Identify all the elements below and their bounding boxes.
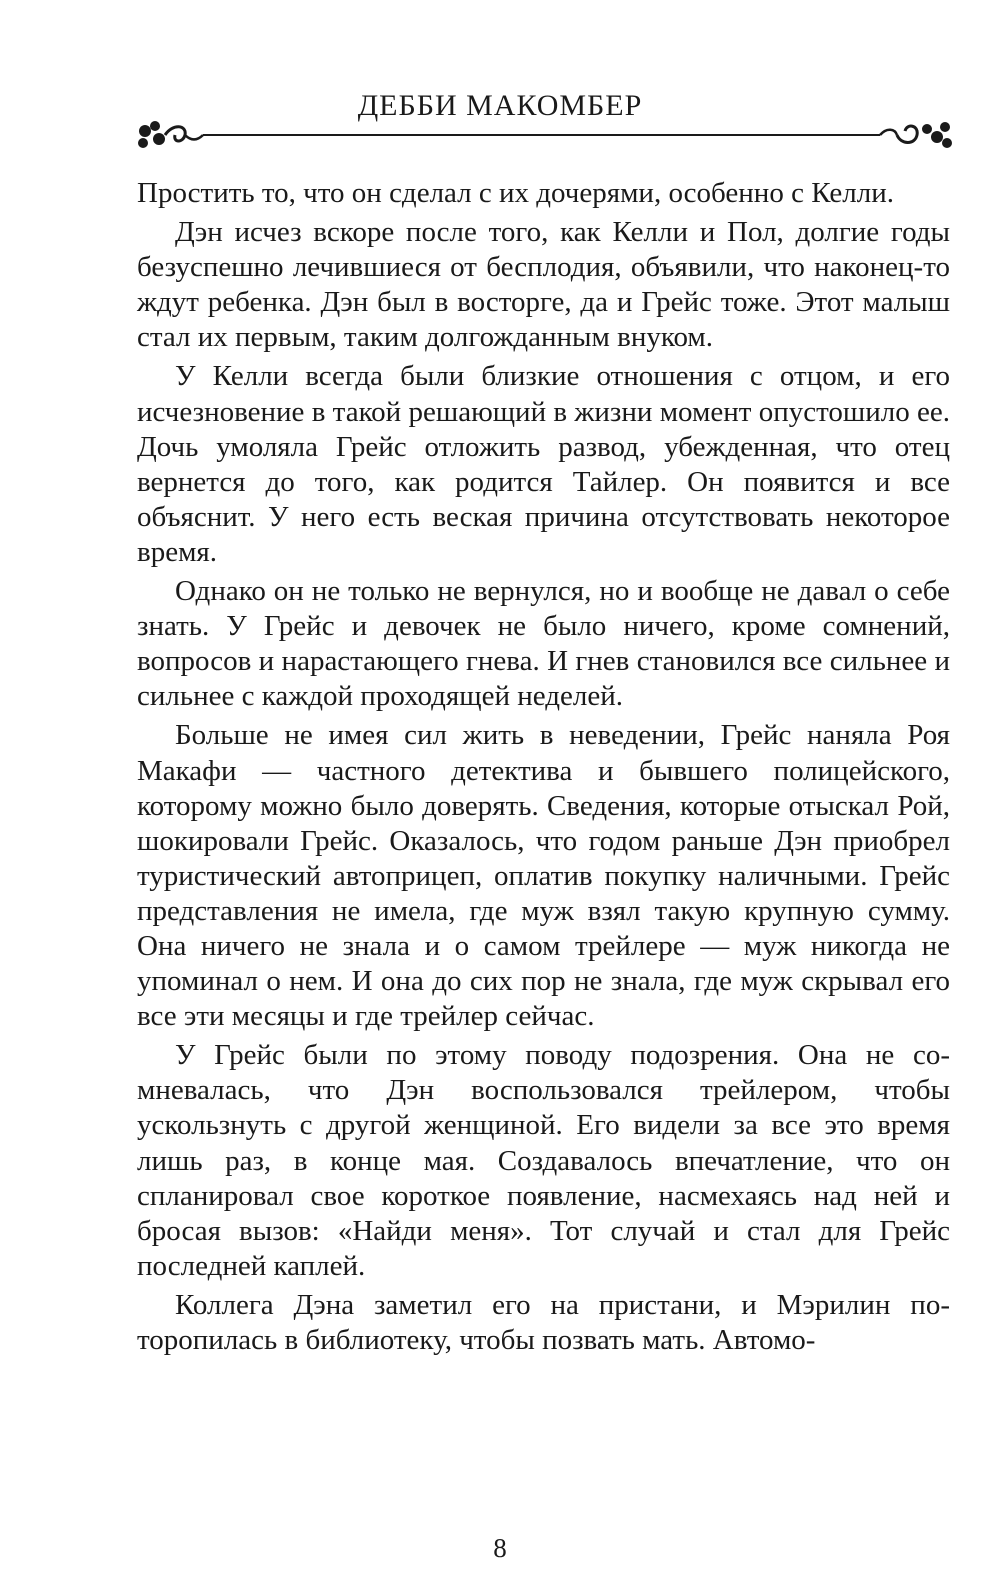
paragraph: У Грейс были по этому поводу подозрения. Она не сомневалась, что Дэн воспользовался трейлером, чтобы ускользнуть с другой женщиной. Его видели за все это время лишь раз, в конце мая. Создавалось впечатление, что он спланировал свое короткое появление, насмехаясь над ней и бросая вызов: «Найди меня». Тот случай и стал для Грейс последней каплей. [137,1039,950,1282]
paragraph: У Келли всегда были близкие отношения с отцом, и его исчезновение в такой решающий в жизни момент опустошило ее. Дочь умоляла Грейс отложить развод, убежденная, что отец вернется до того, как родится Тайлер. Он появится и все объяснит. У него есть веская причина отсутствовать некоторое время. [137,360,950,568]
running-title: ДЕББИ МАКОМБЕР [357,89,643,122]
paragraph: Коллега Дэна заметил его на пристани, и Мэрилин поторопилась в библиотеку, чтобы позвать мать. Автомо- [137,1288,950,1356]
paragraph: Простить то, что он сделал с их дочерями, особенно с Келли. [137,177,895,209]
paragraph: Однако он не только не вернулся, но и вообще не давал о себе знать. У Грейс и девочек не было ничего, кроме сомнений, вопросов и нарастающего гнева. И гнев становился все сильнее и сильнее с каждой проходящей неделей. [137,575,950,713]
header-rule-ornament [135,117,955,157]
page-number: 8 [493,1533,507,1563]
left-flourish-icon [138,121,203,148]
body-text [137,176,950,1362]
paragraph: Дэн исчез вскоре после того, как Келли и Пол, долгие годы безуспешно лечившиеся от бесплодия, объявили, что наконец-то ждут ребенка. Дэн был в восторге, да и Грейс тоже. Этот малыш стал их первым, таким долгожданным внуком. [137,216,950,354]
paragraph: Больше не имея сил жить в неведении, Грейс наняла Роя Макафи — частного детектива и бывшего полицейского, которому можно было доверять. Сведения, которые отыскал Рой, шокировали Грейс. Оказалось, что годом раньше Дэн приобрел туристический автоприцеп, оплатив покупку наличными. Грейс представления не имела, где муж взял такую крупную сумму. Она ничего не знала и о самом трейлере — муж никогда не упоминал о нем. И она до сих пор не знала, где муж скрывал его все эти месяцы и где трейлер сейчас. [137,719,950,1033]
right-flourish-icon [880,122,952,148]
